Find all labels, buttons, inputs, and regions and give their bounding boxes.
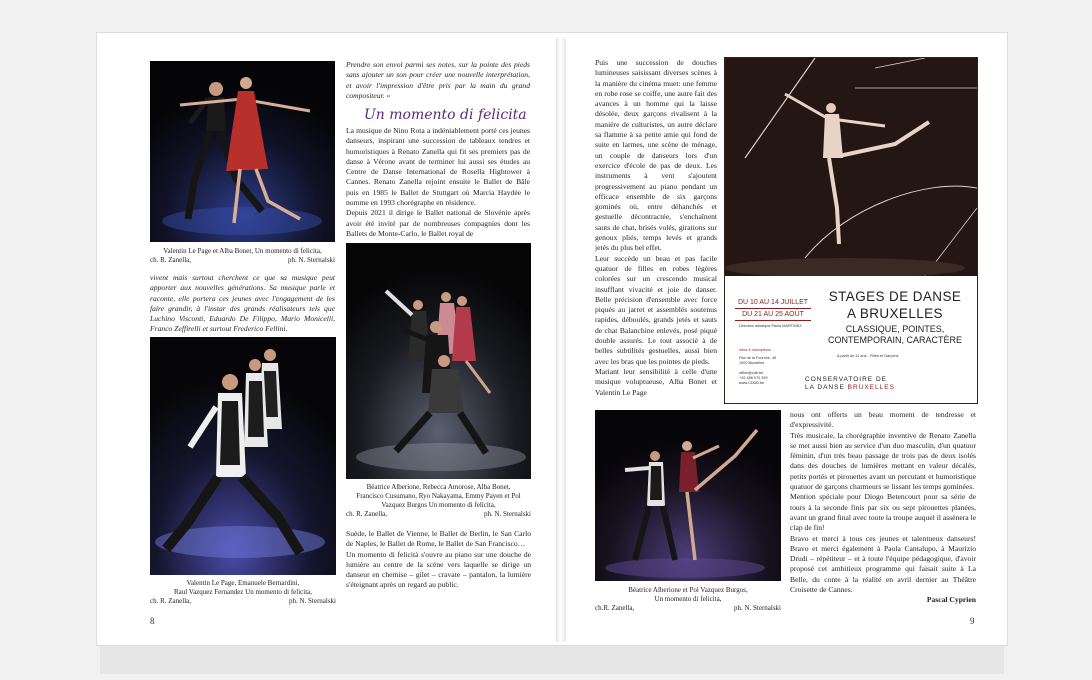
scan-bottom-band [100, 646, 1004, 674]
paragraph: Puis une succession de douches lumineuses saisissant diverses scènes à la manière du cinéma muet: une femme en robe rose se coiffe, une autre fait des avances à un homme qui la laisse désolée, deux garçons rivalisent à la manière de culturistes, un autre déclare sa flamme à sa petite amie qui fond de suite en larmes, une scène de ménage, un couple de danseurs lors d'un exercice d'école de pas de deux. Les instruments à vent s'ajoutent progressivement au piano pendant un efficace ensemble de six garçons gominés où, entre déhanchés et gestuelle décontractée, s'enchaînent sauts de chat, brisés volés, girations sur genoux pliés, temps levés et grands jetés du plus bel effet. [595, 58, 717, 253]
caption-line: Béatrice Alberione, Rebecca Amorose, Alba Bonet, [366, 483, 511, 491]
logo-line-3: BRUXELLES [847, 384, 895, 391]
paragraph: Bravo et merci à tous ces jeunes et talentueux danseurs! Bravo et merci également à Paola Cantalupo, à Maurizio Drudi – répétiteur – et à toute l'équipe pédagogique, d'avoir proposé cet ambitieux programme qui faisait suite à La Belle, du conte à la réalité en avril dernier au Théâtre Croisette de Cannes. [790, 533, 976, 595]
photo-group-dancers [346, 243, 531, 479]
dance-course-advertisement [724, 57, 978, 404]
caption-photographer: ph. N. Sternalski [733, 604, 781, 612]
ad-address-line-2: 1000 Bruxelles [739, 361, 765, 365]
caption-choreographer: ch. R. Zanella, [150, 256, 192, 264]
ad-subtitle-line-1: CLASSIQUE, POINTES, [845, 324, 945, 334]
ad-date-2: DU 21 AU 25 AOÛT [735, 309, 811, 321]
caption-photo-3 [346, 483, 531, 519]
caption-photographer: ph. N. Sternalski [483, 510, 531, 518]
page-number: 9 [970, 616, 975, 626]
paragraph: Un momento di felicità s'ouvre au piano sur une douche de lumière au centre de la scène vers laquelle se dirige un danseur en chemise – gilet – cravate – pantalon, la lumière s'éteignant après un regard au public. [346, 549, 531, 590]
caption-line: Béatrice Alberione et Pol Vazquez Burgos, [628, 586, 748, 594]
paragraph: Prendre son envol parmi ses notes, sur la pointe des pieds sans ajouter un son pour créer une nouvelle interprétation, et avoir l'impression d'être pris par la main du grand compositeur. » [346, 60, 530, 100]
ad-contact [739, 371, 768, 386]
ad-address [739, 356, 776, 366]
logo-line-1: CONSERVATOIRE DE [805, 376, 887, 383]
ad-date-1: DU 10 AU 14 JUILLET [735, 297, 811, 309]
caption-line: Vazquez Burgos Un momento di felicita, [381, 501, 496, 509]
left-column-text-4 [346, 529, 531, 609]
ad-title-line-2: A BRUXELLES [847, 306, 943, 321]
logo-line-2: LA DANSE [805, 384, 845, 391]
article-author: Pascal Cyprien [926, 595, 976, 605]
page-number: 8 [150, 616, 155, 626]
ad-dates [735, 297, 811, 321]
left-column-text-3 [346, 126, 530, 238]
caption-line: Francisco Cusumano, Ryo Nakayama, Emmy Payen et Pol [356, 492, 521, 500]
paragraph: Leur succède un beau et pas facile quatuor de filles en robes légères colorées sur un crescendo musical insufflant vivacité et joie de danser. Belle précision d'ensemble avec force piqués au jarret et assemblés soutenus rapides, déboulés, grands jetés et sauts de chat Balanchine enlevés, posé piqué double assurés. Le tout associé à de belles subtilités gestuelles, aussi bien avec les bras que les pointes de pieds. [595, 253, 717, 366]
ad-ballerina-photo [725, 58, 977, 276]
conservatoire-logo [805, 376, 895, 392]
caption-line: Un momento di felicita, [654, 595, 722, 603]
caption-line: Valentin Le Page, Emanuele Bernardini, [186, 579, 300, 587]
ad-info-title: Infos & inscriptions [739, 348, 771, 352]
caption-choreographer: ch. R. Zanella, [150, 597, 192, 605]
paragraph: Très musicale, la chorégraphie inventive de Renato Zanella se met aussi bien au service d'un duo masculin, d'un quatuor féminin, d'un très beau passage de trois pas de deux isolés dans des douches de lumières mettant en valeur décalés, petits portés et pirouettes avant un percutant et humoristique quatuor de garçons charmeurs se lissant les temps gominées. [790, 430, 976, 492]
paragraph: Depuis 2021 il dirige le Ballet national de Slovénie après avoir été invité par de nombreuses compagnies dont les Ballets de Monte-Carlo, le Ballet royal de [346, 208, 530, 238]
ad-subtitle-line-2: CONTEMPORAIN, CARACTÈRE [827, 335, 962, 345]
paragraph: Mention spéciale pour Diogo Betencourt pour sa série de tours à la seconde finis par six ou sept pirouettes planées, avant un grand final avec toute la troupe auquel il assènera le clap de fin! [790, 492, 976, 533]
caption-photographer: ph. N. Sternalski [288, 597, 336, 605]
ad-subtitle [817, 324, 973, 346]
left-column-text-1 [150, 273, 335, 333]
paragraph: Mariant leur sensibilité à celle d'une musique voluptueuse, Alba Bonet et Valentin Le Page [595, 366, 717, 397]
ad-email: office@cdb.be [739, 371, 764, 375]
paragraph: Suède, le Ballet de Vienne, le Ballet de Berlin, le San Carlo de Naples, le Ballet de Rome, le Ballet de San Francisco… [346, 529, 531, 549]
caption-photo-4 [595, 586, 781, 613]
caption-photographer: ph. N. Sternalski [287, 256, 335, 264]
ad-director: Direction artistique Paola MARTINEZ [739, 324, 802, 328]
paragraph: vivent mais surtout cherchent ce que sa musique peut apporter aux nouvelles générations. Sa musique parle et raconte, elle portera ces jeunes avec l'engagement de les faire grandir, à l'instar des grands réalisateurs tels que Luchino Visconti, Eduardo De Filippo, Mario Monicelli, Franco Zeffirelli et surtout Frederico Fellini. [150, 273, 335, 333]
photo-trio-men [150, 337, 336, 575]
photo-duet-red-dress [150, 61, 335, 242]
right-column-text-1 [595, 58, 717, 406]
ad-address-line-1: Pas de la Fourche, 49 [739, 356, 777, 360]
caption-line: Valentin Le Page et Alba Bonet, Un momento di felicita, [163, 247, 322, 255]
ad-website: www.CDDB.be [739, 381, 765, 385]
caption-line: Raul Vazquez Fernandez Un momento di felicita, [173, 588, 313, 596]
ad-age: A partir de 11 ans - Filles et Garçons [837, 354, 899, 358]
left-column-text-2 [346, 60, 530, 102]
caption-choreographer: ch.R. Zanella, [595, 604, 635, 612]
right-column-text-2 [790, 410, 976, 608]
ad-title-line-1: STAGES DE DANSE [828, 289, 962, 304]
caption-choreographer: ch. R. Zanella, [346, 510, 388, 518]
photo-duet-lift [595, 410, 781, 581]
section-heading: Un momento di felicita [364, 107, 527, 123]
page-gutter [556, 38, 566, 642]
ad-phone: +32 486 070 399 [739, 376, 768, 380]
ad-title [817, 288, 973, 322]
paragraph: La musique de Nino Rota a indéniablement porté ces jeunes danseurs, inspirant une succession de tableaux tendres et humoristiques à Renato Zanella qui fit ses premiers pas de danse à Vérone avant de terminer lui aussi ses études au Centre de Danse International de Rosella Hightower à Cannes. Renato Zanella rejoint ensuite le Ballet de Bâle puis en 1985 le Ballet de Stuttgart où Marcia Haydée le nomme en 1993 chorégraphe en résidence. [346, 126, 530, 208]
caption-photo-1 [150, 247, 335, 265]
caption-photo-2 [150, 579, 336, 606]
paragraph: nous ont offerts un beau moment de tendresse et d'expressivité. [790, 410, 976, 430]
